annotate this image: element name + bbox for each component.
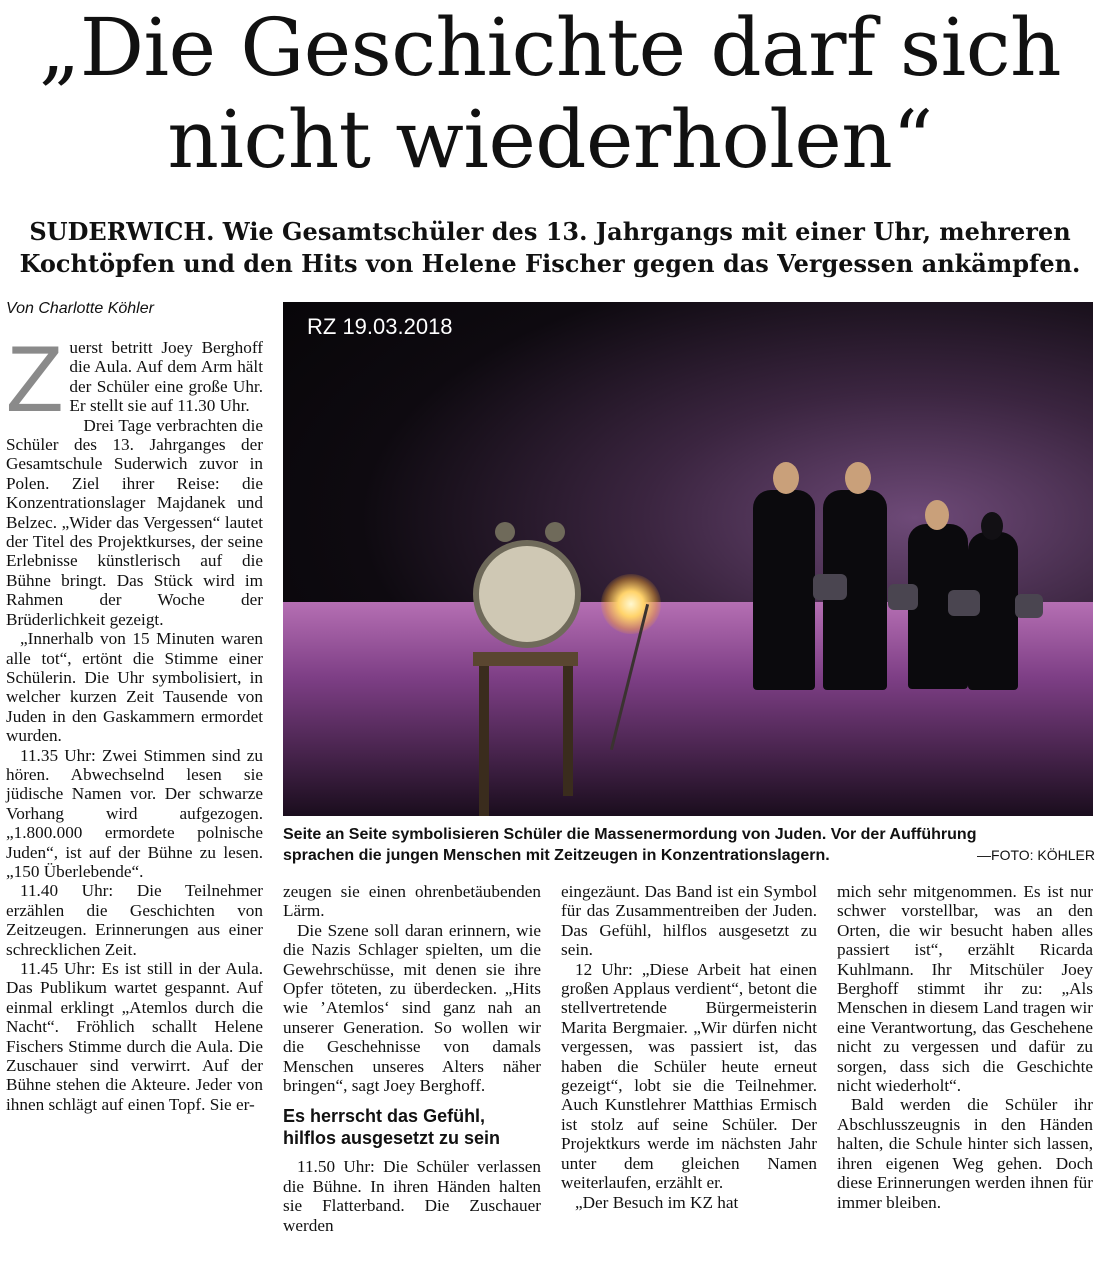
caption-line-1: Seite an Seite symbolisieren Schüler die Massenermordung von Juden. Vor der Aufführung: [283, 826, 977, 843]
crosshead: Es herrscht das Gefühl, hilflos ausgesetzt zu sein: [283, 1106, 501, 1149]
cooking-pot: [1015, 594, 1043, 618]
paragraph: mich sehr mitgenommen. Es ist nur schwer vorstellbar, was an den Orten, die wir besucht haben alles passiert ist“, erzählt Ricarda Kuhlmann. Ihr Mitschüler Joey Berghoff stimmt ihr zu: „Als Menschen in diesem Land tragen wir eine Verantwortung, das Geschehene nicht zu vergessen und dafür zu sorgen, dass sich die Geschichte nicht wiederholt“.: [837, 882, 1093, 1096]
spotlight-glow: [601, 574, 661, 634]
photo-credit: —FOTO: KÖHLER: [977, 847, 1095, 863]
performer-head: [925, 500, 949, 530]
side-table: [473, 652, 578, 666]
paragraph: „Der Besuch im KZ hat: [575, 1192, 739, 1212]
paragraph: 11.50 Uhr: Die Schüler verlassen die Bühne. In ihren Händen halten sie Flatterband. Die Zuschauer werden: [283, 1157, 541, 1235]
article-column-4: [837, 882, 1093, 1212]
headline-line-2: nicht wiederholen“: [167, 93, 933, 186]
paragraph: 11.40 Uhr: Die Teilnehmer erzählen die Geschichten von Zeitzeugen. Erinnerungen aus einer schrecklichen Zeit.: [6, 881, 263, 959]
paragraph: eingezäunt. Das Band ist ein Symbol für das Zusammentreiben der Juden. Das Gefühl, hilflos ausgesetzt zu sein.: [561, 882, 817, 960]
table-leg: [563, 666, 573, 796]
paragraph: 11.35 Uhr: Zwei Stimmen sind zu hören. Abwechselnd lesen sie jüdische Namen vor. Der schwarze Vorhang wird aufgezogen. „1.800.000 ermordete polnische Juden“, ist auf der Bühne zu lesen. „150 Überlebende“.: [6, 745, 263, 881]
cooking-pot: [888, 584, 918, 610]
paragraph: 11.45 Uhr: Es ist still in der Aula. Das Publikum wartet gespannt. Auf einmal erklingt „Atemlos durch die Nacht“. Fröhlich schallt Helene Fischers Stimme durch die Aula. Die Zuschauer sind verwirrt. Auf der Bühne stehen die Akteure. Jeder von ihnen schlägt auf einen Topf. Sie er-: [6, 959, 263, 1114]
paragraph: „Innerhalb von 15 Minuten waren alle tot“, ertönt die Stimme einer Schülerin. Die Uhr symbolisiert, in welcher kurzen Zeit Tausende von Juden in den Gaskammern ermordet wurden.: [6, 629, 263, 746]
caption-line-2: sprachen die jungen Menschen mit Zeitzeugen in Konzentrationslagern.: [283, 847, 830, 864]
subheadline: [6, 216, 1094, 280]
paragraph: Die Szene soll daran erinnern, wie die Nazis Schlager spielten, um die Gewehrschüsse, mit denen sie ihre Opfer töteten, zu überdecken. „Hits wie ’Atemlos‘ sind ganz nah an unserer Generation. So wollen wir die Geschehnisse von damals Menschen unseres Alters näher bringen“, sagt Joey Berghoff.: [283, 920, 541, 1096]
byline: Von Charlotte Köhler: [6, 300, 154, 317]
clock-bell: [545, 522, 565, 542]
subheadline-line-1: SUDERWICH. Wie Gesamtschüler des 13. Jahrgangs mit einer Uhr, mehreren: [29, 217, 1071, 246]
paragraph: Drei Tage verbrachten die Schüler des 13. Jahrganges der Gesamtschule Suderwich zuvor in Polen. Ziel ihrer Reise: die Konzentrationslager Majdanek und Belzec. „Wider das Vergessen“ lautet der Titel des Projektkurses, der seine Erlebnisse künstlerisch auf die Bühne bringt. Das Stück wird im Rahmen der Woche der Brüderlichkeit gezeigt.: [6, 415, 263, 629]
clock-bell: [495, 522, 515, 542]
performer-head: [981, 512, 1003, 540]
paragraph: Bald werden die Schüler ihr Abschlusszeugnis in den Händen halten, die Schule hinter sich lassen, ihren eigenen Weg gehen. Doch diese Erinnerungen werden ihnen für immer bleiben.: [837, 1095, 1093, 1212]
headline-line-1: „Die Geschichte darf sich: [38, 1, 1062, 94]
article-column-3: [561, 882, 817, 1212]
headline: [10, 2, 1090, 186]
drop-cap: Z: [6, 326, 64, 431]
performer-head: [773, 462, 799, 494]
photo-date-stamp: RZ 19.03.2018: [307, 314, 453, 339]
article-column-2: [283, 882, 541, 1235]
clock-icon: [473, 540, 581, 648]
paragraph: Zuerst betritt Joey Berghoff die Aula. Auf dem Arm hält der Schüler eine große Uhr. Er stellt sie auf 11.30 Uhr.: [6, 326, 263, 431]
paragraph: 12 Uhr: „Diese Arbeit hat einen großen Applaus verdient“, betont die stellvertretende Bürgermeisterin Marita Bergmaier. „Wir dürfen nicht vergessen, was passiert ist, das haben die Schüler heute erneut gezeigt“, lobt sie die Teilnehmer. Auch Kunstlehrer Matthias Ermisch ist stolz auf seine Schüler. Der Projektkurs werde im nächsten Jahr unter dem gleichen Namen weiterlaufen, erzählt er.: [561, 959, 817, 1193]
paragraph: zeugen sie einen ohrenbetäubenden Lärm.: [283, 882, 541, 921]
performer-head: [845, 462, 871, 494]
article-column-1: [6, 326, 263, 1114]
article-photo: [283, 302, 1093, 816]
cooking-pot: [948, 590, 980, 616]
subheadline-line-2: Kochtöpfen und den Hits von Helene Fischer gegen das Vergessen ankämpfen.: [19, 249, 1081, 278]
table-leg: [479, 666, 489, 816]
photo-caption: [283, 824, 1095, 866]
performer: [753, 490, 815, 690]
cooking-pot: [813, 574, 847, 600]
